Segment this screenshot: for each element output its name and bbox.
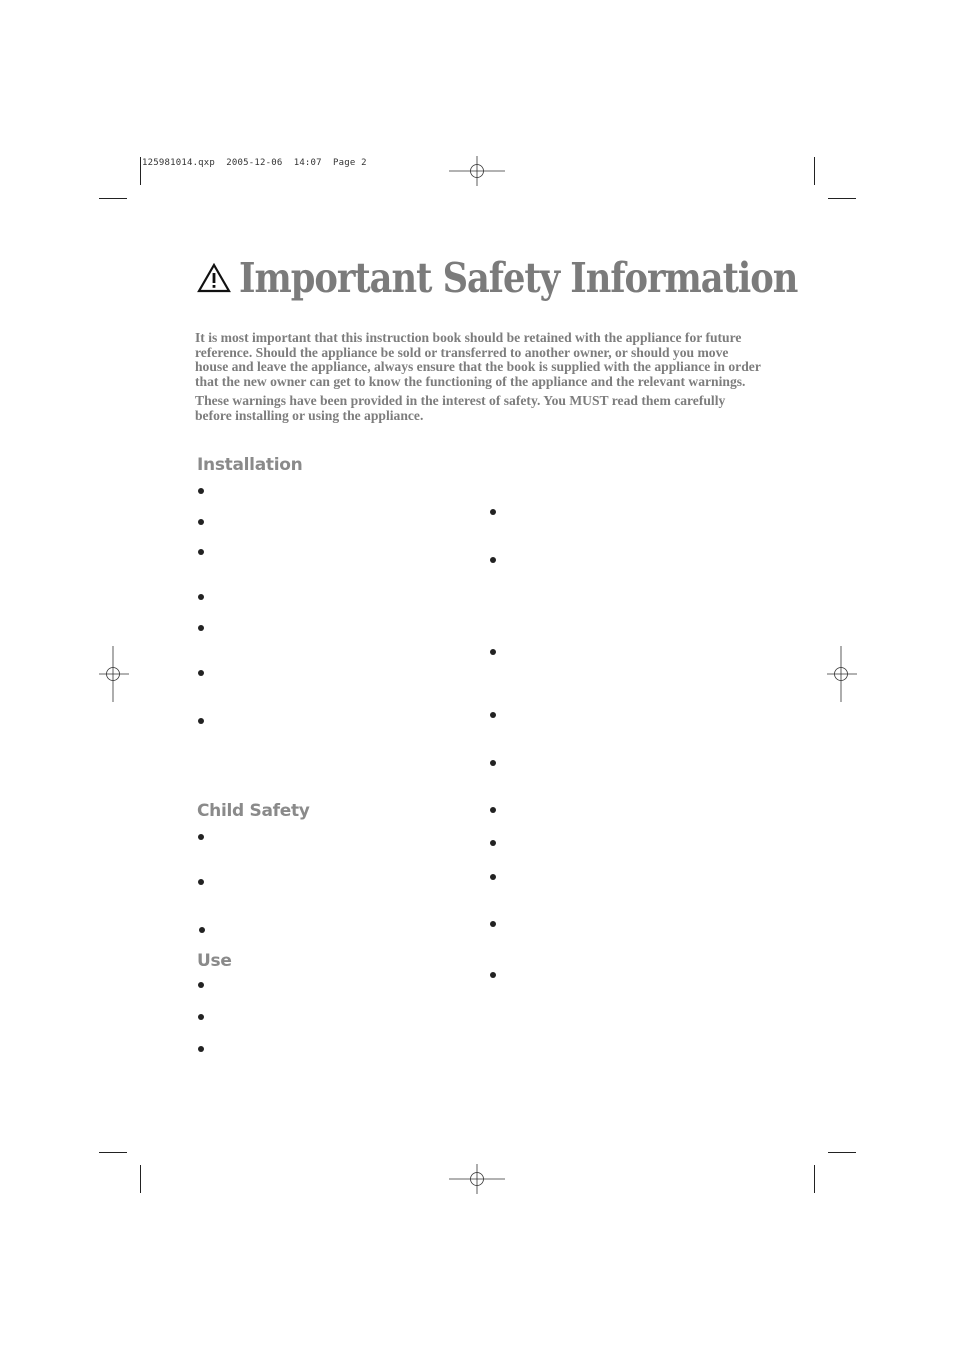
page-title-block [197, 254, 888, 302]
crop-mark [814, 157, 815, 185]
list-bullet [198, 1014, 204, 1020]
list-bullet [490, 649, 496, 655]
list-bullet [198, 488, 204, 494]
intro-paragraph: It is most important that this instruction book should be retained with the appliance for future reference. Should the appliance be sold or transferred to another owner, or should you move house and leave the appliance, always ensure that the book is supplied with the appliance in order that the new owner can get to know the functioning of the appliance and the relevant warnings. [195, 330, 761, 390]
crop-mark [814, 1165, 815, 1193]
section-heading-child-safety: Child Safety [197, 801, 310, 821]
list-bullet [198, 625, 204, 631]
list-bullet [490, 972, 496, 978]
list-bullet [198, 1046, 204, 1052]
crop-mark [140, 157, 141, 185]
list-bullet [198, 519, 204, 525]
crop-mark [828, 1152, 856, 1153]
list-bullet [198, 982, 204, 988]
list-bullet [490, 509, 496, 515]
intro-paragraph: These warnings have been provided in the interest of safety. You MUST read them carefully before installing or using the appliance. [195, 392, 726, 423]
list-bullet [198, 834, 204, 840]
crop-mark [140, 1165, 141, 1193]
crop-mark [99, 1152, 127, 1153]
list-bullet [490, 760, 496, 766]
crop-mark [828, 198, 856, 199]
page-title: Important Safety Information [239, 254, 798, 302]
intro-text [195, 331, 765, 427]
registration-mark-icon [449, 1164, 505, 1194]
list-bullet [490, 874, 496, 880]
list-bullet [198, 670, 204, 676]
registration-mark-icon [449, 156, 505, 186]
list-bullet [198, 549, 204, 555]
list-bullet [198, 879, 204, 885]
list-bullet [198, 718, 204, 724]
list-bullet [198, 594, 204, 600]
section-heading-installation: Installation [197, 455, 303, 475]
crop-mark [99, 198, 127, 199]
list-bullet [490, 712, 496, 718]
warning-triangle-icon [197, 263, 231, 293]
printer-slug: 125981014.qxp 2005-12-06 14:07 Page 2 [142, 158, 367, 168]
list-bullet [490, 807, 496, 813]
registration-mark-icon [99, 646, 129, 702]
list-bullet [490, 921, 496, 927]
list-bullet [490, 557, 496, 563]
registration-mark-icon [827, 646, 857, 702]
list-bullet [490, 840, 496, 846]
section-heading-use: Use [197, 951, 232, 971]
list-bullet [199, 927, 205, 933]
